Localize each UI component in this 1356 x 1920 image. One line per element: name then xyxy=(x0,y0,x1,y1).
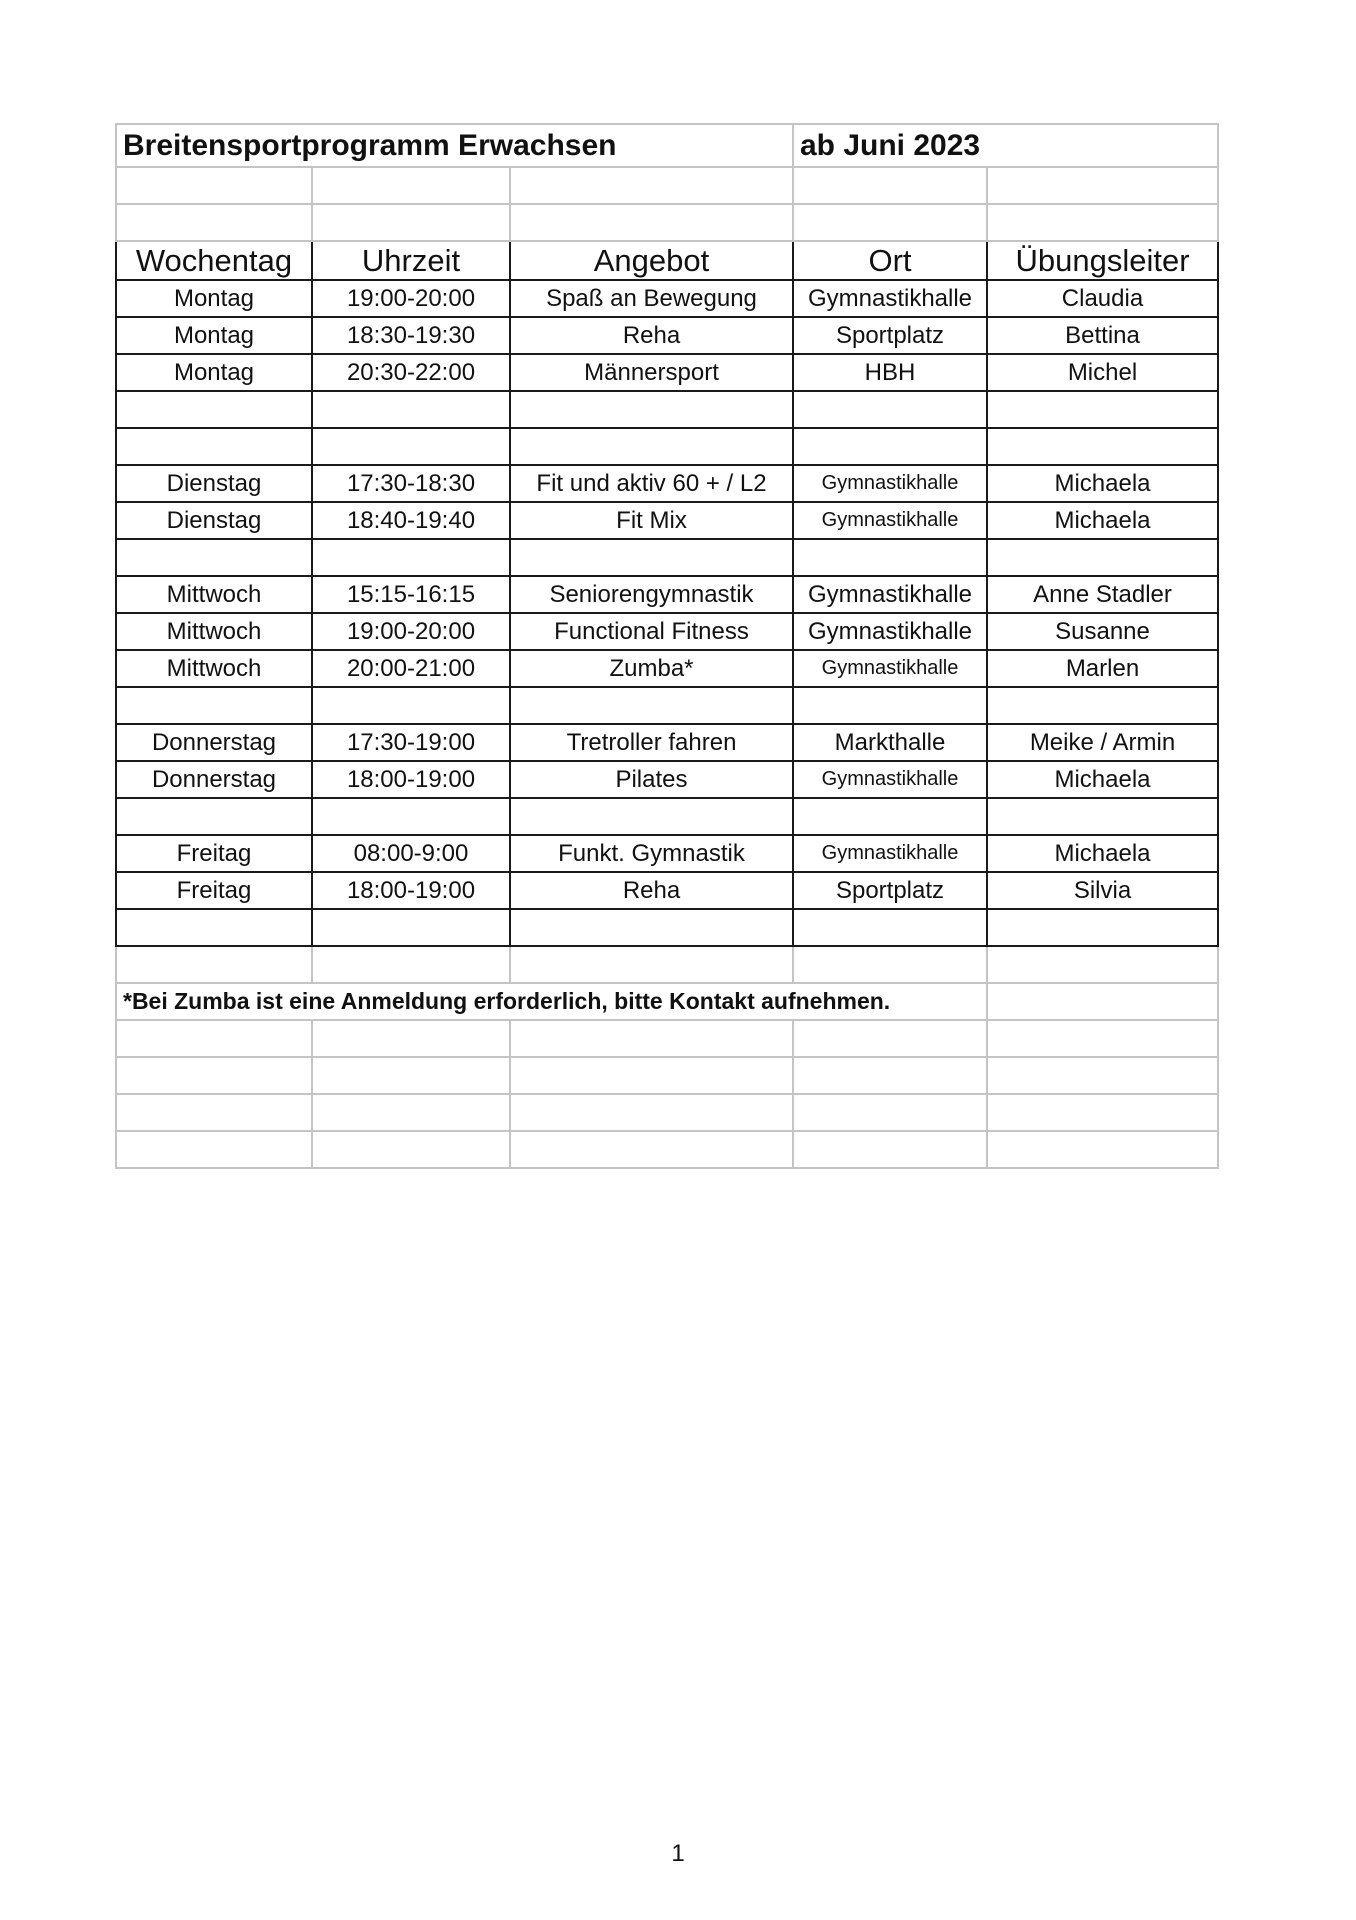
cell-angebot: Spaß an Bewegung xyxy=(510,280,793,317)
cell-uebungsleiter xyxy=(987,428,1218,465)
cell-ort: Gymnastikhalle xyxy=(793,502,987,539)
footnote: *Bei Zumba ist eine Anmeldung erforderlich, bitte Kontakt aufnehmen. xyxy=(116,983,987,1020)
cell-ort: Gymnastikhalle xyxy=(793,835,987,872)
spacer-row xyxy=(116,1057,1218,1094)
cell-ort xyxy=(793,687,987,724)
cell-angebot xyxy=(510,909,793,946)
cell-ort: Gymnastikhalle xyxy=(793,576,987,613)
cell-ort: HBH xyxy=(793,354,987,391)
cell-ort: Gymnastikhalle xyxy=(793,761,987,798)
cell-uhrzeit: 17:30-18:30 xyxy=(312,465,510,502)
cell-angebot: Reha xyxy=(510,317,793,354)
cell-uebungsleiter: Meike / Armin xyxy=(987,724,1218,761)
cell-uhrzeit xyxy=(312,909,510,946)
cell-uhrzeit: 19:00-20:00 xyxy=(312,280,510,317)
table-row xyxy=(116,280,1218,317)
cell-uebungsleiter xyxy=(987,391,1218,428)
cell-uebungsleiter xyxy=(987,909,1218,946)
cell-uhrzeit: 18:30-19:30 xyxy=(312,317,510,354)
table-row xyxy=(116,576,1218,613)
cell-wochentag xyxy=(116,687,312,724)
cell-uebungsleiter: Michaela xyxy=(987,761,1218,798)
cell-angebot: Pilates xyxy=(510,761,793,798)
table-row xyxy=(116,872,1218,909)
cell-uhrzeit xyxy=(312,428,510,465)
cell-uhrzeit xyxy=(312,798,510,835)
cell-uhrzeit: 17:30-19:00 xyxy=(312,724,510,761)
cell-uebungsleiter: Susanne xyxy=(987,613,1218,650)
cell-uebungsleiter: Michaela xyxy=(987,502,1218,539)
table-row xyxy=(116,650,1218,687)
table-row xyxy=(116,761,1218,798)
cell-wochentag xyxy=(116,798,312,835)
cell-uebungsleiter: Michel xyxy=(987,354,1218,391)
cell-wochentag: Dienstag xyxy=(116,465,312,502)
cell-uhrzeit: 15:15-16:15 xyxy=(312,576,510,613)
table-row xyxy=(116,539,1218,576)
cell-angebot: Seniorengymnastik xyxy=(510,576,793,613)
column-header-ort: Ort xyxy=(793,241,987,280)
table-row xyxy=(116,909,1218,946)
cell-angebot: Fit und aktiv 60 + / L2 xyxy=(510,465,793,502)
spacer-row xyxy=(116,946,1218,983)
cell-ort: Sportplatz xyxy=(793,872,987,909)
cell-uebungsleiter: Michaela xyxy=(987,465,1218,502)
cell-uebungsleiter xyxy=(987,798,1218,835)
cell-wochentag xyxy=(116,428,312,465)
cell-uebungsleiter xyxy=(987,687,1218,724)
cell-uhrzeit: 18:00-19:00 xyxy=(312,872,510,909)
table-row xyxy=(116,354,1218,391)
cell-angebot xyxy=(510,687,793,724)
cell-angebot: Fit Mix xyxy=(510,502,793,539)
spacer-row xyxy=(116,167,1218,204)
cell-uhrzeit xyxy=(312,391,510,428)
cell-ort xyxy=(793,539,987,576)
cell-wochentag xyxy=(116,391,312,428)
cell-angebot xyxy=(510,428,793,465)
table-row xyxy=(116,687,1218,724)
valid-from: ab Juni 2023 xyxy=(793,124,1218,167)
table-row xyxy=(116,613,1218,650)
cell-uhrzeit xyxy=(312,687,510,724)
cell-angebot: Reha xyxy=(510,872,793,909)
spacer-row xyxy=(116,1094,1218,1131)
cell-angebot: Männersport xyxy=(510,354,793,391)
cell-wochentag: Montag xyxy=(116,280,312,317)
cell-uebungsleiter: Silvia xyxy=(987,872,1218,909)
cell-wochentag: Dienstag xyxy=(116,502,312,539)
title-row xyxy=(116,124,1218,167)
cell-uebungsleiter xyxy=(987,539,1218,576)
cell-ort: Gymnastikhalle xyxy=(793,465,987,502)
cell-angebot: Funkt. Gymnastik xyxy=(510,835,793,872)
spacer-row xyxy=(116,1131,1218,1168)
cell-wochentag: Mittwoch xyxy=(116,650,312,687)
cell-angebot: Functional Fitness xyxy=(510,613,793,650)
cell-wochentag: Donnerstag xyxy=(116,724,312,761)
document-title: Breitensportprogramm Erwachsen xyxy=(116,124,793,167)
cell-ort: Gymnastikhalle xyxy=(793,613,987,650)
cell-ort: Gymnastikhalle xyxy=(793,650,987,687)
note-row xyxy=(116,983,1218,1020)
cell-uhrzeit: 18:00-19:00 xyxy=(312,761,510,798)
table-row xyxy=(116,428,1218,465)
cell-ort xyxy=(793,909,987,946)
cell-wochentag: Montag xyxy=(116,317,312,354)
page-number: 1 xyxy=(671,1840,685,1867)
cell-uebungsleiter: Claudia xyxy=(987,280,1218,317)
cell-ort: Markthalle xyxy=(793,724,987,761)
column-header-uhrzeit: Uhrzeit xyxy=(312,241,510,280)
cell-uebungsleiter: Bettina xyxy=(987,317,1218,354)
table-row xyxy=(116,391,1218,428)
cell-wochentag: Mittwoch xyxy=(116,576,312,613)
cell-ort: Sportplatz xyxy=(793,317,987,354)
cell-wochentag: Freitag xyxy=(116,835,312,872)
cell-angebot: Zumba* xyxy=(510,650,793,687)
cell-uhrzeit: 08:00-9:00 xyxy=(312,835,510,872)
table-row xyxy=(116,502,1218,539)
cell-ort xyxy=(793,798,987,835)
cell-uhrzeit: 19:00-20:00 xyxy=(312,613,510,650)
cell-uhrzeit xyxy=(312,539,510,576)
cell-uebungsleiter: Michaela xyxy=(987,835,1218,872)
table-row xyxy=(116,317,1218,354)
cell-uebungsleiter: Marlen xyxy=(987,650,1218,687)
column-header-angebot: Angebot xyxy=(510,241,793,280)
cell-wochentag: Donnerstag xyxy=(116,761,312,798)
cell-uhrzeit: 20:30-22:00 xyxy=(312,354,510,391)
cell-angebot xyxy=(510,391,793,428)
cell-ort xyxy=(793,391,987,428)
cell-angebot: Tretroller fahren xyxy=(510,724,793,761)
cell-uhrzeit: 18:40-19:40 xyxy=(312,502,510,539)
cell-wochentag: Freitag xyxy=(116,872,312,909)
cell-wochentag xyxy=(116,909,312,946)
cell-wochentag: Montag xyxy=(116,354,312,391)
column-header-wochentag: Wochentag xyxy=(116,241,312,280)
cell-uhrzeit: 20:00-21:00 xyxy=(312,650,510,687)
cell-angebot xyxy=(510,539,793,576)
table-row xyxy=(116,835,1218,872)
table-row xyxy=(116,798,1218,835)
cell-angebot xyxy=(510,798,793,835)
cell-ort xyxy=(793,428,987,465)
spacer-row xyxy=(116,1020,1218,1057)
cell-uebungsleiter: Anne Stadler xyxy=(987,576,1218,613)
cell-ort: Gymnastikhalle xyxy=(793,280,987,317)
schedule-table xyxy=(115,123,1219,1169)
cell-wochentag: Mittwoch xyxy=(116,613,312,650)
spacer-row xyxy=(116,204,1218,241)
table-row xyxy=(116,465,1218,502)
table-row xyxy=(116,724,1218,761)
header-row xyxy=(116,241,1218,280)
cell-wochentag xyxy=(116,539,312,576)
column-header-uebungsleiter: Übungsleiter xyxy=(987,241,1218,280)
